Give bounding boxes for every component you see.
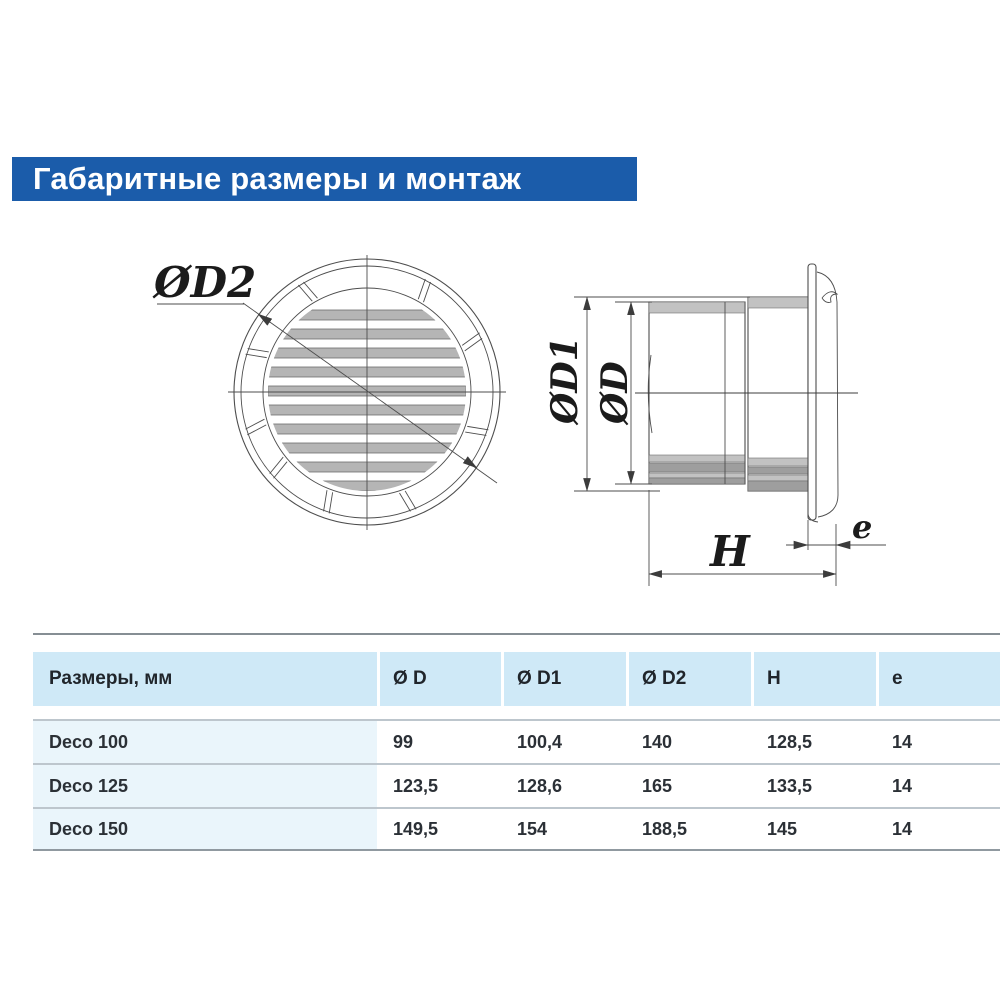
label-d1: ØD1: [544, 336, 586, 424]
cell-d: 99: [393, 731, 414, 752]
table-row: [33, 721, 1000, 763]
flange-sheet-break: [817, 272, 838, 517]
label-e: e: [852, 508, 873, 546]
cell-d1: 154: [517, 818, 548, 839]
row-name: Deco 150: [33, 809, 377, 849]
dimensions-table: [33, 633, 1000, 851]
cell-d1: 100,4: [517, 731, 563, 752]
section-title: Габаритные размеры и монтаж: [33, 161, 522, 196]
cell-e: 14: [892, 775, 913, 796]
cell-d2: 140: [642, 731, 673, 752]
header-size: Размеры, мм: [33, 652, 377, 706]
cell-d2: 165: [642, 775, 673, 796]
grille-front-view: [152, 255, 506, 530]
table-row: [33, 765, 1000, 807]
header-e: e: [879, 652, 1000, 706]
label-d: ØD: [594, 361, 636, 424]
cell-h: 145: [767, 818, 798, 839]
flange-plate: [808, 264, 816, 520]
label-h: H: [710, 527, 750, 576]
grille-side-view: [544, 264, 886, 586]
cell-d: 123,5: [393, 775, 439, 796]
cell-d2: 188,5: [642, 818, 688, 839]
table-header-row: [33, 652, 1000, 706]
cell-e: 14: [892, 818, 913, 839]
cell-h: 128,5: [767, 731, 813, 752]
header-d2: Ø D2: [629, 652, 751, 706]
header-d: Ø D: [380, 652, 501, 706]
cell-h: 133,5: [767, 775, 813, 796]
cell-d: 149,5: [393, 818, 439, 839]
cell-e: 14: [892, 731, 913, 752]
table-bottom-rule: [33, 849, 1000, 851]
header-d1: Ø D1: [504, 652, 626, 706]
label-d2: ØD2: [154, 258, 257, 307]
row-name: Deco 100: [33, 721, 377, 763]
cell-d1: 128,6: [517, 775, 563, 796]
header-h: H: [754, 652, 876, 706]
row-name: Deco 125: [33, 765, 377, 807]
table-row: [33, 809, 1000, 849]
